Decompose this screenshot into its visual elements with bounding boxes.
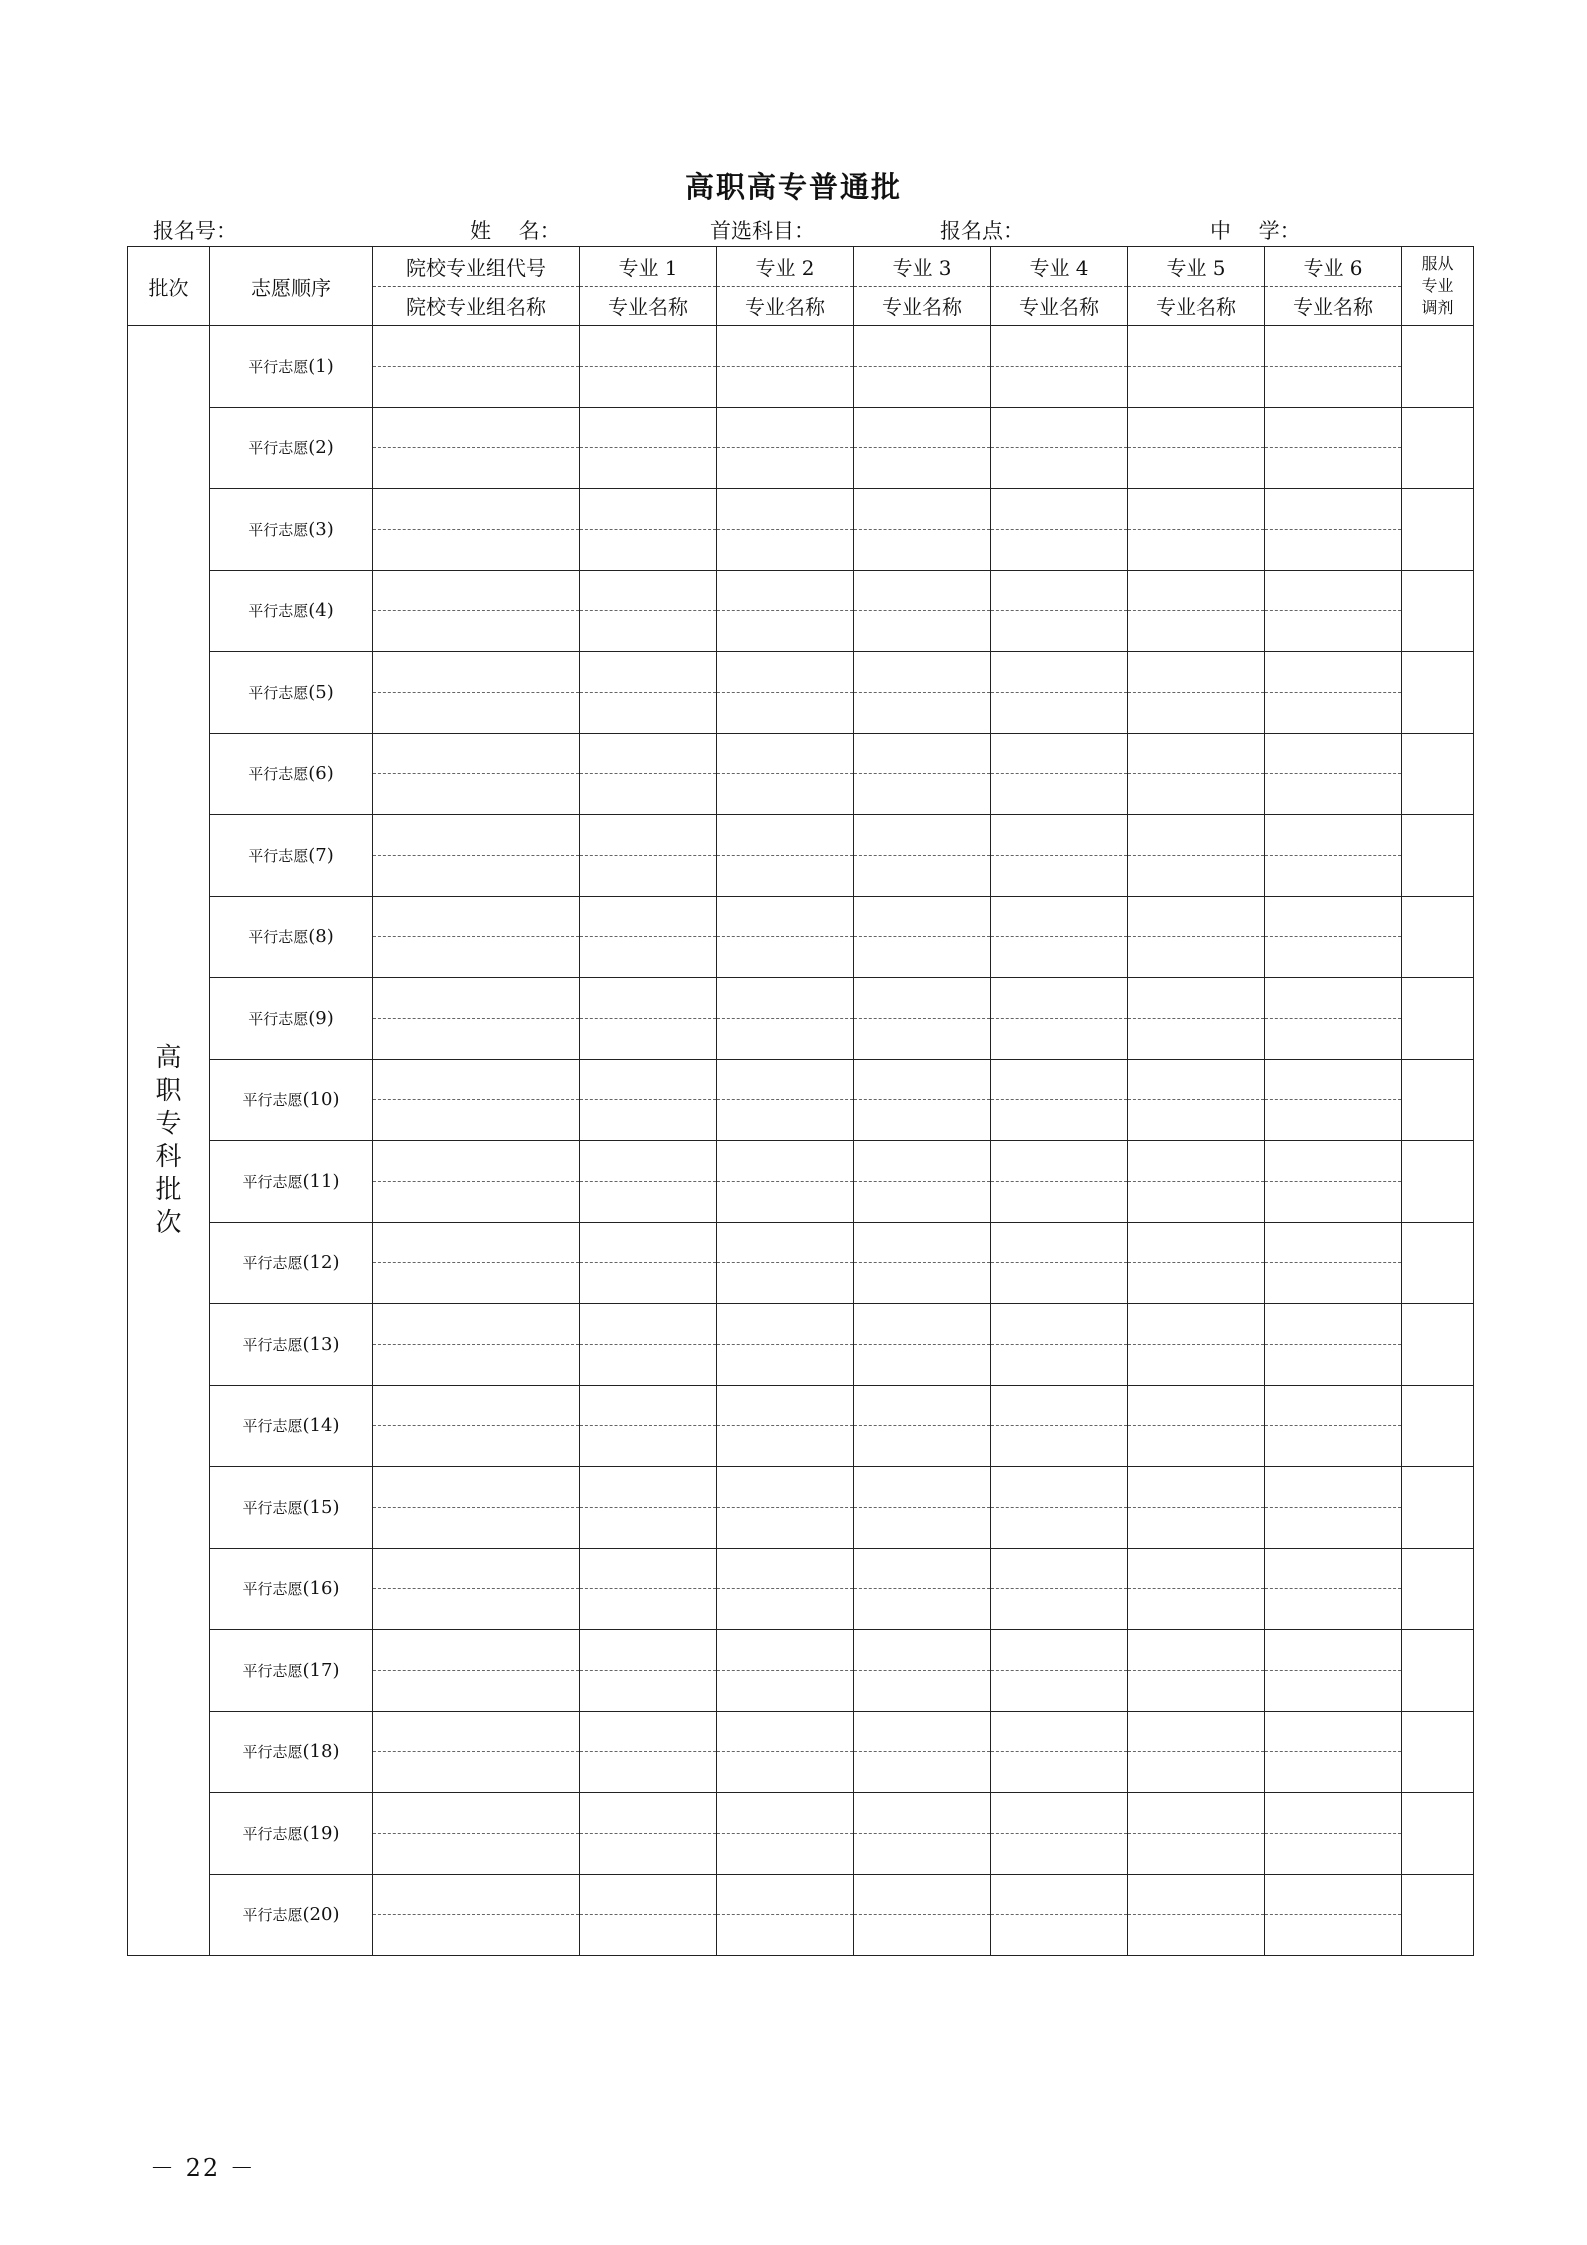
choice-prefix: 平行志愿 (248, 1009, 309, 1028)
major-entry-cell[interactable] (717, 1385, 854, 1467)
header-major-name: 专业名称 (882, 295, 962, 320)
header-major-label: 专业 3 (854, 247, 990, 287)
major-entry-cell[interactable] (580, 1304, 717, 1386)
major-entry-cell[interactable] (1265, 407, 1402, 489)
header-major-label: 专业 2 (717, 247, 853, 287)
choice-number: (20) (302, 1904, 340, 1926)
choice-prefix: 平行志愿 (248, 765, 309, 784)
major-entry-cell[interactable] (991, 326, 1128, 408)
major-entry-cell[interactable] (854, 407, 991, 489)
major-entry-cell[interactable] (717, 896, 854, 978)
major-entry-cell[interactable] (991, 896, 1128, 978)
choice-prefix: 平行志愿 (242, 1824, 303, 1843)
major-entry-cell[interactable] (1128, 896, 1265, 978)
major-entry-cell[interactable] (1265, 1059, 1402, 1141)
choice-row (128, 1630, 1474, 1712)
major-entry-cell[interactable] (1128, 1548, 1265, 1630)
group-entry-cell[interactable] (373, 1141, 580, 1223)
major-entry-cell[interactable] (991, 489, 1128, 571)
adjust-entry-cell[interactable] (1402, 1141, 1474, 1223)
choice-order (210, 489, 373, 571)
major-entry-cell[interactable] (1128, 1304, 1265, 1386)
major-entry-cell[interactable] (580, 1059, 717, 1141)
major-entry-cell[interactable] (580, 1793, 717, 1875)
group-entry-cell[interactable] (373, 1304, 580, 1386)
choice-row (128, 570, 1474, 652)
major-entry-cell[interactable] (1265, 570, 1402, 652)
major-entry-cell[interactable] (854, 1793, 991, 1875)
major-entry-cell[interactable] (717, 1467, 854, 1549)
major-entry-cell[interactable] (717, 652, 854, 734)
choice-order (210, 1467, 373, 1549)
choice-row (128, 733, 1474, 815)
header-major-name: 专业名称 (1156, 295, 1236, 320)
header-major-3 (854, 247, 991, 326)
choice-order (210, 1059, 373, 1141)
major-entry-cell[interactable] (991, 978, 1128, 1060)
adjust-entry-cell[interactable] (1402, 1793, 1474, 1875)
choice-row (128, 1059, 1474, 1141)
major-entry-cell[interactable] (717, 407, 854, 489)
choice-prefix: 平行志愿 (248, 357, 309, 376)
choice-row (128, 1548, 1474, 1630)
site-label: 报名点： (940, 219, 1024, 243)
group-entry-cell[interactable] (373, 815, 580, 897)
major-entry-cell[interactable] (580, 652, 717, 734)
header-major-name: 专业名称 (1019, 295, 1099, 320)
header-major-label: 专业 1 (580, 247, 716, 287)
choice-row (128, 978, 1474, 1060)
major-entry-cell[interactable] (991, 1793, 1128, 1875)
major-entry-cell[interactable] (1128, 1059, 1265, 1141)
major-entry-cell[interactable] (854, 815, 991, 897)
header-group-name: 院校专业组名称 (406, 295, 546, 320)
major-entry-cell[interactable] (1265, 1630, 1402, 1712)
choice-number: (15) (302, 1496, 340, 1518)
adjust-entry-cell[interactable] (1402, 1548, 1474, 1630)
major-entry-cell[interactable] (717, 1059, 854, 1141)
major-entry-cell[interactable] (580, 1385, 717, 1467)
major-entry-cell[interactable] (1128, 652, 1265, 734)
major-entry-cell[interactable] (1265, 1385, 1402, 1467)
choice-prefix: 平行志愿 (248, 683, 309, 702)
adjust-entry-cell[interactable] (1402, 1874, 1474, 1956)
major-entry-cell[interactable] (854, 1630, 991, 1712)
choice-row (128, 1385, 1474, 1467)
major-entry-cell[interactable] (991, 1874, 1128, 1956)
major-entry-cell[interactable] (1128, 570, 1265, 652)
major-entry-cell[interactable] (991, 1467, 1128, 1549)
choice-prefix: 平行志愿 (242, 1661, 303, 1680)
choice-number: (13) (302, 1333, 340, 1355)
group-entry-cell[interactable] (373, 1711, 580, 1793)
choice-order (210, 733, 373, 815)
choice-number: (14) (302, 1415, 340, 1437)
batch-char: 次 (155, 1207, 182, 1238)
header-major-label: 专业 5 (1128, 247, 1264, 287)
header-adjust (1402, 247, 1474, 326)
batch-char: 专 (155, 1108, 182, 1139)
group-entry-cell[interactable] (373, 326, 580, 408)
choice-row (128, 1711, 1474, 1793)
choice-prefix: 平行志愿 (242, 1906, 303, 1925)
choice-prefix: 平行志愿 (242, 1172, 303, 1191)
major-entry-cell[interactable] (1128, 1385, 1265, 1467)
major-entry-cell[interactable] (854, 733, 991, 815)
choice-prefix: 平行志愿 (248, 846, 309, 865)
major-entry-cell[interactable] (717, 978, 854, 1060)
adjust-entry-cell[interactable] (1402, 1467, 1474, 1549)
major-entry-cell[interactable] (1128, 978, 1265, 1060)
major-entry-cell[interactable] (991, 1630, 1128, 1712)
header-group-code: 院校专业组代号 (373, 247, 579, 287)
choice-row (128, 1467, 1474, 1549)
major-entry-cell[interactable] (717, 1548, 854, 1630)
major-entry-cell[interactable] (717, 733, 854, 815)
major-entry-cell[interactable] (1128, 733, 1265, 815)
major-entry-cell[interactable] (991, 1548, 1128, 1630)
header-major-2 (717, 247, 854, 326)
choice-number: (18) (302, 1741, 340, 1763)
major-entry-cell[interactable] (717, 489, 854, 571)
major-entry-cell[interactable] (580, 978, 717, 1060)
choice-order (210, 815, 373, 897)
choice-number: (10) (302, 1089, 340, 1111)
major-entry-cell[interactable] (1128, 1793, 1265, 1875)
choice-order (210, 326, 373, 408)
major-entry-cell[interactable] (1128, 407, 1265, 489)
header-major-1 (580, 247, 717, 326)
major-entry-cell[interactable] (717, 570, 854, 652)
major-entry-cell[interactable] (991, 1711, 1128, 1793)
group-entry-cell[interactable] (373, 1630, 580, 1712)
major-entry-cell[interactable] (854, 652, 991, 734)
major-entry-cell[interactable] (991, 1304, 1128, 1386)
major-entry-cell[interactable] (1265, 1222, 1402, 1304)
batch-char: 批 (155, 1174, 182, 1205)
major-entry-cell[interactable] (854, 1548, 991, 1630)
choice-order (210, 896, 373, 978)
major-entry-cell[interactable] (991, 1059, 1128, 1141)
major-entry-cell[interactable] (1128, 1467, 1265, 1549)
major-entry-cell[interactable] (580, 1711, 717, 1793)
major-entry-cell[interactable] (1265, 1467, 1402, 1549)
adjust-entry-cell[interactable] (1402, 326, 1474, 408)
choice-row (128, 652, 1474, 734)
major-entry-cell[interactable] (1128, 1141, 1265, 1223)
batch-char: 职 (155, 1075, 182, 1106)
major-entry-cell[interactable] (991, 733, 1128, 815)
major-entry-cell[interactable] (1128, 815, 1265, 897)
group-entry-cell[interactable] (373, 1059, 580, 1141)
major-entry-cell[interactable] (1128, 1222, 1265, 1304)
header-adjust-line: 专业 (1421, 276, 1454, 295)
major-entry-cell[interactable] (1128, 489, 1265, 571)
choice-prefix: 平行志愿 (242, 1580, 303, 1599)
header-adjust-line: 服从 (1421, 254, 1454, 273)
group-entry-cell[interactable] (373, 570, 580, 652)
application-table (127, 246, 1474, 1956)
reg-no-label: 报名号： (153, 219, 237, 243)
choice-row (128, 407, 1474, 489)
choice-order (210, 1711, 373, 1793)
major-entry-cell[interactable] (854, 1711, 991, 1793)
header-major-name: 专业名称 (608, 295, 688, 320)
choice-row (128, 1793, 1474, 1875)
major-entry-cell[interactable] (1128, 1630, 1265, 1712)
major-entry-cell[interactable] (580, 1548, 717, 1630)
major-entry-cell[interactable] (1265, 1793, 1402, 1875)
group-entry-cell[interactable] (373, 733, 580, 815)
group-entry-cell[interactable] (373, 978, 580, 1060)
choice-prefix: 平行志愿 (242, 1335, 303, 1354)
choice-prefix: 平行志愿 (248, 520, 309, 539)
page-number: － 22 － (150, 2154, 256, 2182)
adjust-entry-cell[interactable] (1402, 978, 1474, 1060)
choice-row (128, 815, 1474, 897)
adjust-entry-cell[interactable] (1402, 1059, 1474, 1141)
header-major-label: 专业 6 (1265, 247, 1401, 287)
major-entry-cell[interactable] (580, 326, 717, 408)
adjust-entry-cell[interactable] (1402, 1385, 1474, 1467)
choice-prefix: 平行志愿 (242, 1091, 303, 1110)
choice-number: (9) (308, 1007, 334, 1029)
major-entry-cell[interactable] (580, 570, 717, 652)
major-entry-cell[interactable] (1265, 1548, 1402, 1630)
choice-order (210, 1304, 373, 1386)
choice-order (210, 1874, 373, 1956)
major-entry-cell[interactable] (1265, 1874, 1402, 1956)
major-entry-cell[interactable] (991, 407, 1128, 489)
group-entry-cell[interactable] (373, 489, 580, 571)
major-entry-cell[interactable] (854, 1467, 991, 1549)
form-title: 高职高专普通批 (684, 170, 902, 204)
major-entry-cell[interactable] (717, 1304, 854, 1386)
major-entry-cell[interactable] (580, 733, 717, 815)
major-entry-cell[interactable] (854, 570, 991, 652)
major-entry-cell[interactable] (1128, 326, 1265, 408)
choice-prefix: 平行志愿 (248, 928, 309, 947)
batch-char: 科 (155, 1141, 182, 1172)
header-major-name: 专业名称 (1293, 295, 1373, 320)
adjust-entry-cell[interactable] (1402, 1304, 1474, 1386)
batch-char: 高 (155, 1042, 182, 1073)
group-entry-cell[interactable] (373, 1222, 580, 1304)
choice-row (128, 1222, 1474, 1304)
choice-number: (5) (308, 681, 334, 703)
choice-prefix: 平行志愿 (242, 1417, 303, 1436)
major-entry-cell[interactable] (580, 1141, 717, 1223)
adjust-entry-cell[interactable] (1402, 1630, 1474, 1712)
major-entry-cell[interactable] (854, 1874, 991, 1956)
group-entry-cell[interactable] (373, 1874, 580, 1956)
major-entry-cell[interactable] (1265, 978, 1402, 1060)
choice-order (210, 652, 373, 734)
header-order: 志愿顺序 (210, 247, 373, 326)
major-entry-cell[interactable] (717, 1141, 854, 1223)
major-entry-cell[interactable] (991, 1141, 1128, 1223)
major-entry-cell[interactable] (854, 489, 991, 571)
major-entry-cell[interactable] (717, 815, 854, 897)
choice-order (210, 570, 373, 652)
major-entry-cell[interactable] (991, 815, 1128, 897)
adjust-entry-cell[interactable] (1402, 489, 1474, 571)
choice-number: (2) (308, 437, 334, 459)
choice-row (128, 489, 1474, 571)
group-entry-cell[interactable] (373, 407, 580, 489)
choice-order (210, 407, 373, 489)
choice-order (210, 1630, 373, 1712)
major-entry-cell[interactable] (580, 489, 717, 571)
major-entry-cell[interactable] (1265, 652, 1402, 734)
choice-row (128, 1141, 1474, 1223)
group-entry-cell[interactable] (373, 1385, 580, 1467)
subject-label: 首选科目： (710, 219, 815, 243)
choice-order (210, 1793, 373, 1875)
choice-number: (4) (308, 600, 334, 622)
choice-row (128, 1304, 1474, 1386)
major-entry-cell[interactable] (717, 1711, 854, 1793)
header-adjust-line: 调剂 (1421, 298, 1454, 317)
major-entry-cell[interactable] (991, 652, 1128, 734)
choice-prefix: 平行志愿 (248, 439, 309, 458)
choice-order (210, 1385, 373, 1467)
group-entry-cell[interactable] (373, 1467, 580, 1549)
major-entry-cell[interactable] (580, 407, 717, 489)
choice-number: (11) (302, 1170, 340, 1192)
choice-number: (7) (308, 844, 334, 866)
major-entry-cell[interactable] (1265, 1304, 1402, 1386)
choice-number: (19) (302, 1822, 340, 1844)
choice-row (128, 326, 1474, 408)
choice-number: (6) (308, 763, 334, 785)
major-entry-cell[interactable] (854, 1222, 991, 1304)
adjust-entry-cell[interactable] (1402, 407, 1474, 489)
major-entry-cell[interactable] (580, 1874, 717, 1956)
adjust-entry-cell[interactable] (1402, 652, 1474, 734)
major-entry-cell[interactable] (1265, 733, 1402, 815)
choice-prefix: 平行志愿 (242, 1498, 303, 1517)
choice-number: (17) (302, 1659, 340, 1681)
major-entry-cell[interactable] (1265, 326, 1402, 408)
choice-number: (3) (308, 518, 334, 540)
adjust-entry-cell[interactable] (1402, 896, 1474, 978)
group-entry-cell[interactable] (373, 896, 580, 978)
adjust-entry-cell[interactable] (1402, 570, 1474, 652)
header-major-6 (1265, 247, 1402, 326)
choice-order (210, 1548, 373, 1630)
choice-number: (16) (302, 1578, 340, 1600)
major-entry-cell[interactable] (580, 1630, 717, 1712)
choice-prefix: 平行志愿 (248, 602, 309, 621)
major-entry-cell[interactable] (991, 1222, 1128, 1304)
major-entry-cell[interactable] (854, 326, 991, 408)
choice-order (210, 978, 373, 1060)
batch-cell (128, 326, 210, 1956)
major-entry-cell[interactable] (717, 1630, 854, 1712)
header-major-5 (1128, 247, 1265, 326)
major-entry-cell[interactable] (1265, 815, 1402, 897)
major-entry-cell[interactable] (580, 1467, 717, 1549)
major-entry-cell[interactable] (1265, 896, 1402, 978)
choice-row (128, 1874, 1474, 1956)
choice-prefix: 平行志愿 (242, 1254, 303, 1273)
major-entry-cell[interactable] (1265, 489, 1402, 571)
major-entry-cell[interactable] (717, 326, 854, 408)
group-entry-cell[interactable] (373, 1548, 580, 1630)
choice-order (210, 1222, 373, 1304)
major-entry-cell[interactable] (717, 1874, 854, 1956)
choice-prefix: 平行志愿 (242, 1743, 303, 1762)
header-major-4 (991, 247, 1128, 326)
adjust-entry-cell[interactable] (1402, 733, 1474, 815)
choice-order (210, 1141, 373, 1223)
group-entry-cell[interactable] (373, 1793, 580, 1875)
adjust-entry-cell[interactable] (1402, 1711, 1474, 1793)
major-entry-cell[interactable] (580, 1222, 717, 1304)
header-batch: 批次 (128, 247, 210, 326)
adjust-entry-cell[interactable] (1402, 1222, 1474, 1304)
major-entry-cell[interactable] (717, 1222, 854, 1304)
major-entry-cell[interactable] (991, 570, 1128, 652)
major-entry-cell[interactable] (854, 896, 991, 978)
major-entry-cell[interactable] (854, 1385, 991, 1467)
major-entry-cell[interactable] (991, 1385, 1128, 1467)
adjust-entry-cell[interactable] (1402, 815, 1474, 897)
major-entry-cell[interactable] (854, 1141, 991, 1223)
choice-number: (1) (308, 355, 334, 377)
name-label: 姓 名： (470, 219, 561, 243)
major-entry-cell[interactable] (717, 1793, 854, 1875)
major-entry-cell[interactable] (1128, 1711, 1265, 1793)
header-group (373, 247, 580, 326)
school-label: 中 学： (1210, 219, 1301, 243)
major-entry-cell[interactable] (854, 1059, 991, 1141)
header-major-name: 专业名称 (745, 295, 825, 320)
major-entry-cell[interactable] (854, 978, 991, 1060)
header-row (128, 247, 1474, 326)
major-entry-cell[interactable] (854, 1304, 991, 1386)
major-entry-cell[interactable] (1265, 1141, 1402, 1223)
choice-number: (12) (302, 1252, 340, 1274)
header-major-label: 专业 4 (991, 247, 1127, 287)
group-entry-cell[interactable] (373, 652, 580, 734)
choice-number: (8) (308, 926, 334, 948)
major-entry-cell[interactable] (580, 815, 717, 897)
major-entry-cell[interactable] (580, 896, 717, 978)
major-entry-cell[interactable] (1128, 1874, 1265, 1956)
major-entry-cell[interactable] (1265, 1711, 1402, 1793)
choice-row (128, 896, 1474, 978)
